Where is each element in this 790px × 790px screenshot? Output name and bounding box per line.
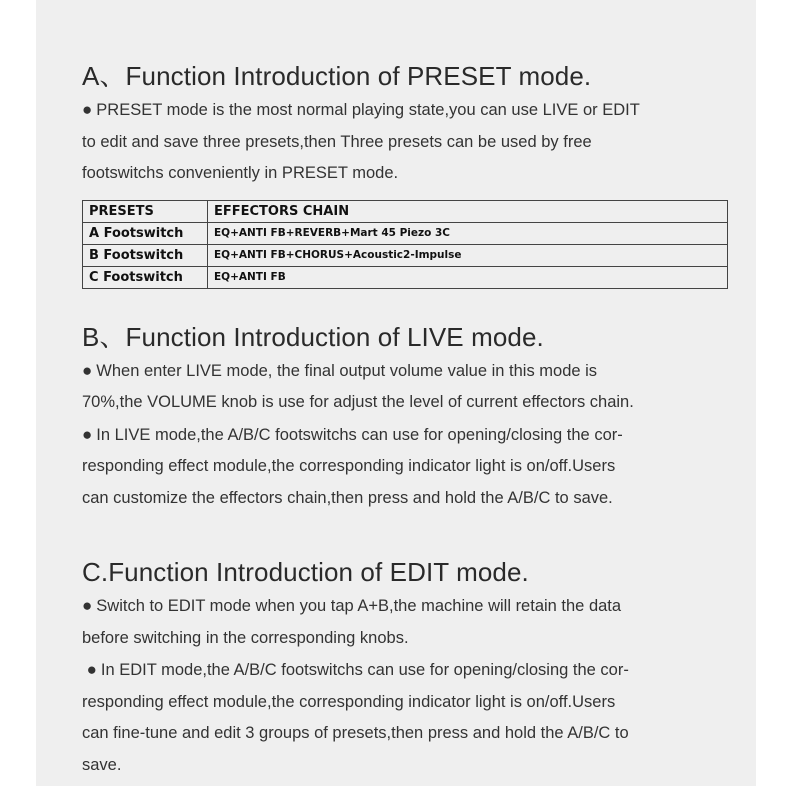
section-c-title: C.Function Introduction of EDIT mode. <box>82 557 529 587</box>
table-row <box>83 222 728 244</box>
section-a-title: A、Function Introduction of PRESET mode. <box>82 61 592 91</box>
bullet-icon: ● <box>82 360 93 380</box>
header-presets: PRESETS <box>83 200 208 222</box>
bullet-icon: ● <box>82 596 93 615</box>
bullet-icon: ● <box>82 100 93 119</box>
effectors-chain: EQ+ANTI FB <box>208 266 728 288</box>
section-c-line-4: responding effect module,the corresponding indicator light is on/off.Users <box>82 692 616 711</box>
spacer <box>82 289 732 319</box>
section-a-line-1: ● PRESET mode is the most normal playing state,you can use LIVE or EDIT <box>82 100 640 119</box>
table-header-row <box>83 200 728 222</box>
section-b-line-5: can customize the effectors chain,then press and hold the A/B/C to save. <box>82 488 613 507</box>
section-c-line-1: ● Switch to EDIT mode when you tap A+B,the machine will retain the data <box>82 596 622 615</box>
effectors-chain: EQ+ANTI FB+REVERB+Mart 45 Piezo 3C <box>208 222 728 244</box>
effectors-chain: EQ+ANTI FB+CHORUS+Acoustic2-Impulse <box>208 244 728 266</box>
bullet-icon: ● <box>86 660 97 679</box>
section-b-line-1: ● When enter LIVE mode, the final output volume value in this mode is <box>82 360 598 380</box>
preset-name: B Footswitch <box>83 244 208 266</box>
table-row <box>83 266 728 288</box>
table-row <box>83 244 728 266</box>
presets-table <box>82 200 728 289</box>
section-a-line-3: footswitchs conveniently in PRESET mode. <box>82 164 399 182</box>
section-c-line-3: ● In EDIT mode,the A/B/C footswitchs can use for opening/closing the cor- <box>86 660 629 679</box>
section-b-line-4: responding effect module,the corresponding indicator light is on/off.Users <box>82 457 616 475</box>
section-b-line-3: ● In LIVE mode,the A/B/C footswitchs can use for opening/closing the cor- <box>82 424 623 444</box>
spacer <box>82 514 732 554</box>
section-b-line-2: 70%,the VOLUME knob is use for adjust the level of current effectors chain. <box>82 393 634 411</box>
header-effectors-chain: EFFECTORS CHAIN <box>208 200 728 222</box>
preset-name: C Footswitch <box>83 266 208 288</box>
preset-name: A Footswitch <box>83 222 208 244</box>
section-c-line-6: save. <box>82 755 122 774</box>
section-a-line-2: to edit and save three presets,then Three presets can be used by free <box>82 132 592 151</box>
manual-content <box>82 58 732 781</box>
section-c-line-5: can fine-tune and edit 3 groups of presets,then press and hold the A/B/C to <box>82 724 629 742</box>
section-b-title: B、Function Introduction of LIVE mode. <box>82 321 544 352</box>
manual-page <box>36 0 756 786</box>
bullet-icon: ● <box>82 424 93 444</box>
section-c-line-2: before switching in the corresponding knobs. <box>82 628 409 647</box>
